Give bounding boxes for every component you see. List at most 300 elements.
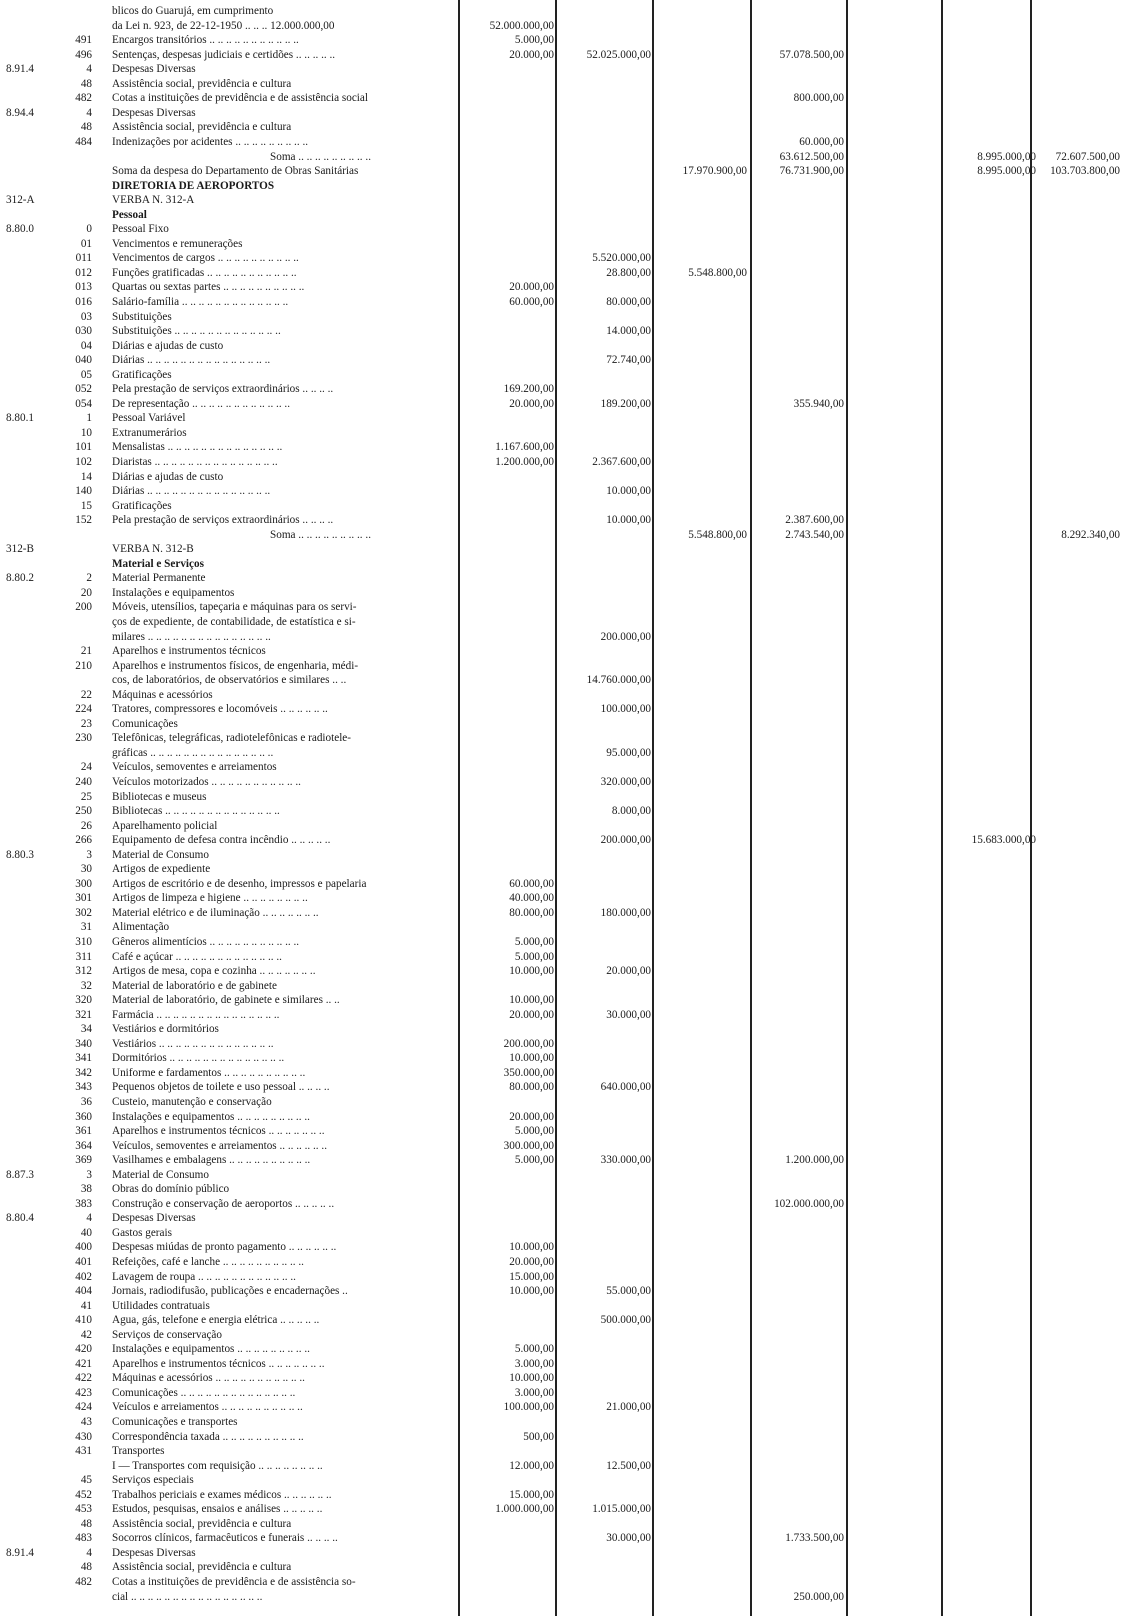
row-amount-c1: 10.000,00 <box>509 1372 554 1385</box>
row-amount-c1: 1.167.600,00 <box>495 441 554 454</box>
row-code: 054 <box>75 397 92 410</box>
row-amount-c1: 300.000,00 <box>503 1139 554 1152</box>
row-description: Diaristas .. .. .. .. .. .. .. .. .. .. .. .. .. .. .. <box>112 456 278 468</box>
ledger-row <box>0 573 1124 584</box>
row-amount-c2: 500.000,00 <box>600 1314 651 1327</box>
ledger-row <box>0 457 1124 468</box>
row-amount-c1: 10.000,00 <box>509 1052 554 1065</box>
ledger-row <box>0 1097 1124 1108</box>
ledger-row <box>0 1446 1124 1457</box>
row-code: 364 <box>75 1139 92 1152</box>
row-code: 15 <box>80 499 92 512</box>
row-description: Instalações e equipamentos .. .. .. .. .. .. .. .. .. <box>112 1344 310 1356</box>
row-amount-c1: 20.000,00 <box>509 1110 554 1123</box>
row-code: 402 <box>75 1270 92 1283</box>
ledger-row <box>0 806 1124 817</box>
row-amount-c1: 15.000,00 <box>509 1488 554 1501</box>
row-description: Artigos de expediente <box>112 864 211 876</box>
row-amount-c2: 1.015.000,00 <box>592 1503 651 1516</box>
ledger-row <box>0 472 1124 483</box>
row-description: cos, de laboratórios, de observatórios e similares .. .. <box>112 675 347 687</box>
row-section: 8.94.4 <box>6 106 34 119</box>
row-code: 32 <box>80 979 92 992</box>
row-amount-c1: 15.000,00 <box>509 1270 554 1283</box>
row-code: 321 <box>75 1008 92 1021</box>
ledger-row <box>0 1533 1124 1544</box>
row-code: 36 <box>80 1095 92 1108</box>
row-code: 240 <box>75 775 92 788</box>
row-amount-c2: 28.800,00 <box>606 266 651 279</box>
row-amount-c4: 102.000.000,00 <box>774 1197 844 1210</box>
row-amount-c2: 52.025.000,00 <box>586 48 651 61</box>
row-description: Artigos de limpeza e higiene .. .. .. .. .. .. .. .. <box>112 893 308 905</box>
row-amount-c2: 10.000,00 <box>606 514 651 527</box>
row-code: 421 <box>75 1357 92 1370</box>
row-amount-c1: 3.000,00 <box>514 1357 554 1370</box>
ledger-row <box>0 1461 1124 1472</box>
row-code: 4 <box>86 106 92 119</box>
row-code: 14 <box>80 470 92 483</box>
row-description: Transportes <box>112 1446 165 1457</box>
row-description: Aparelhos e instrumentos técnicos .. .. .. .. .. .. .. <box>112 1358 325 1370</box>
ledger-row <box>0 952 1124 963</box>
row-code: 016 <box>75 295 92 308</box>
row-code: 43 <box>80 1415 92 1428</box>
row-amount-c2: 100.000,00 <box>600 703 651 716</box>
row-description: Sentenças, despesas judiciais e certidões .. .. .. .. .. <box>112 49 336 61</box>
row-description: Alimentação <box>112 922 170 934</box>
row-amount-c1: 20.000,00 <box>509 1008 554 1021</box>
row-amount-c1: 3.000,00 <box>514 1386 554 1399</box>
ledger-row <box>0 399 1124 410</box>
row-section: 312-B <box>6 543 34 556</box>
row-code: 320 <box>75 994 92 1007</box>
row-code: 38 <box>80 1183 92 1196</box>
row-amount-c3: 5.548.800,00 <box>688 528 747 541</box>
row-code: 342 <box>75 1066 92 1079</box>
ledger-row <box>0 1490 1124 1501</box>
ledger-row <box>0 1213 1124 1224</box>
ledger-row <box>0 210 1124 221</box>
row-code: 482 <box>75 1575 92 1588</box>
row-code: 452 <box>75 1488 92 1501</box>
row-section: 312-A <box>6 194 35 207</box>
row-code: 03 <box>80 310 92 323</box>
ledger-row <box>0 995 1124 1006</box>
row-code: 266 <box>75 834 92 847</box>
ledger-row <box>0 413 1124 424</box>
ledger-row <box>0 1141 1124 1152</box>
ledger-row <box>0 1184 1124 1195</box>
row-section: 8.91.4 <box>6 63 34 76</box>
row-code: 4 <box>86 1546 92 1559</box>
ledger-row <box>0 1359 1124 1370</box>
row-code: 4 <box>86 63 92 76</box>
ledger-row <box>0 937 1124 948</box>
row-amount-c2: 72.740,00 <box>606 354 651 367</box>
row-code: 41 <box>80 1299 92 1312</box>
ledger-row <box>0 850 1124 861</box>
row-amount-c1: 12.000,00 <box>509 1459 554 1472</box>
row-amount-c3: 17.970.900,00 <box>682 165 747 177</box>
row-description: Mensalistas .. .. .. .. .. .. .. .. .. .. .. .. .. .. <box>112 442 283 454</box>
row-amount-c7: 8.292.340,00 <box>1061 528 1120 541</box>
row-description: Salário-família .. .. .. .. .. .. .. .. .. .. .. .. .. <box>112 296 289 308</box>
row-amount-c6: 15.683.000,00 <box>971 834 1036 847</box>
row-description: Material Permanente <box>112 573 206 585</box>
ledger-row <box>0 733 1124 744</box>
row-code: 310 <box>75 935 92 948</box>
row-code: 052 <box>75 383 92 396</box>
row-description: Café e açúcar .. .. .. .. .. .. .. .. .. .. .. .. .. <box>112 951 282 963</box>
row-code: 496 <box>75 48 92 61</box>
row-description: Assistência social, previdência e cultura <box>112 78 292 90</box>
ledger-row <box>0 35 1124 46</box>
ledger-row <box>0 181 1124 192</box>
row-code: 302 <box>75 906 92 919</box>
row-amount-c1: 169.200,00 <box>503 383 554 396</box>
row-description: Veículos, semoventes e arreiamentos .. .. .. .. .. .. <box>112 1140 327 1152</box>
ledger-row <box>0 1242 1124 1253</box>
row-description: Comunicações .. .. .. .. .. .. .. .. .. .. .. .. .. .. <box>112 1387 296 1399</box>
row-code: 21 <box>80 645 92 657</box>
row-amount-c4: 2.743.540,00 <box>785 528 844 541</box>
row-description: Gêneros alimentícios .. .. .. .. .. .. .. .. .. .. .. <box>112 936 300 948</box>
ledger-row <box>0 1504 1124 1515</box>
row-amount-c4: 1.733.500,00 <box>785 1532 844 1545</box>
row-code: 431 <box>75 1445 92 1457</box>
row-description: Material de Consumo <box>112 1169 209 1181</box>
row-amount-c1: 80.000,00 <box>509 906 554 919</box>
ledger-row <box>0 108 1124 119</box>
ledger-row <box>0 646 1124 657</box>
ledger-row <box>0 355 1124 366</box>
row-section: 8.80.0 <box>6 223 34 236</box>
row-code: 301 <box>75 892 92 905</box>
ledger-row <box>0 1330 1124 1341</box>
ledger-row <box>0 1432 1124 1443</box>
ledger-row <box>0 6 1124 17</box>
row-amount-c2: 80.000,00 <box>606 295 651 308</box>
row-amount-c1: 20.000,00 <box>509 397 554 410</box>
row-amount-c2: 14.760.000,00 <box>586 674 651 687</box>
row-code: 200 <box>75 601 92 614</box>
row-description: Pequenos objetos de toilete e uso pessoal .. .. .. .. <box>112 1082 330 1094</box>
row-amount-c4: 57.078.500,00 <box>779 48 844 61</box>
row-amount-c2: 55.000,00 <box>606 1285 651 1297</box>
row-description: Estudos, pesquisas, ensaios e análises .. .. .. .. .. <box>112 1504 323 1516</box>
row-description: Vencimentos de cargos .. .. .. .. .. .. .. .. .. .. <box>112 253 299 265</box>
row-description: Vasilhames e embalagens .. .. .. .. .. .. .. .. .. .. <box>112 1155 311 1167</box>
row-code: 34 <box>80 1023 92 1036</box>
row-description: Serviços especiais <box>112 1475 194 1487</box>
row-code: 20 <box>80 586 92 599</box>
row-description: Bibliotecas e museus <box>112 791 207 803</box>
row-description: cial .. .. .. .. .. .. .. .. .. .. .. .. .. .. .. .. <box>112 1591 263 1603</box>
ledger-row <box>0 93 1124 104</box>
ledger-row <box>0 384 1124 395</box>
ledger-row <box>0 486 1124 497</box>
row-code: 311 <box>75 950 92 963</box>
row-description: Veículos, semoventes e arreiamentos <box>112 762 277 774</box>
row-code: 0 <box>86 223 92 236</box>
row-description: Funções gratificadas .. .. .. .. .. .. .. .. .. .. .. <box>112 267 297 279</box>
row-description: Obras do domínio público <box>112 1184 230 1196</box>
row-code: 340 <box>75 1037 92 1050</box>
ledger-row <box>0 1024 1124 1035</box>
row-code: 140 <box>75 485 92 497</box>
row-section: 8.80.1 <box>6 412 34 425</box>
row-amount-c1: 60.000,00 <box>509 295 554 308</box>
ledger-row <box>0 341 1124 352</box>
row-amount-c4: 800.000,00 <box>793 92 844 105</box>
row-description: Água, gás, telefone e energia elétrica .. .. .. .. .. <box>112 1315 320 1327</box>
row-code: 423 <box>75 1386 92 1399</box>
row-description: Socorros clínicos, farmacêuticos e funerais .. .. .. .. <box>112 1533 338 1545</box>
row-code: 26 <box>80 819 92 832</box>
ledger-row <box>0 152 1124 163</box>
ledger-row <box>0 922 1124 933</box>
row-amount-c2: 5.520.000,00 <box>592 252 651 265</box>
ledger-row <box>0 1402 1124 1413</box>
row-description: Serviços de conservação <box>112 1329 222 1341</box>
row-amount-c1: 5.000,00 <box>514 950 554 963</box>
row-description: Aparelhos e instrumentos técnicos .. .. .. .. .. .. .. <box>112 1126 325 1137</box>
row-description: De representação .. .. .. .. .. .. .. .. .. .. .. .. <box>112 398 291 410</box>
row-amount-c1: 350.000,00 <box>503 1066 554 1079</box>
row-code: 224 <box>75 703 92 716</box>
ledger-row <box>0 661 1124 672</box>
row-code: 012 <box>75 266 92 279</box>
row-description: Substituições .. .. .. .. .. .. .. .. .. .. .. .. .. <box>112 326 281 337</box>
row-code: 4 <box>86 1212 92 1225</box>
row-description: Construção e conservação de aeroportos .. .. .. .. .. <box>112 1198 335 1210</box>
row-description: Veículos e arreiamentos .. .. .. .. .. .. .. .. .. .. <box>112 1402 303 1414</box>
row-code: 404 <box>75 1285 92 1297</box>
row-description: Máquinas e acessórios <box>112 689 213 701</box>
ledger-row <box>0 1228 1124 1239</box>
ledger-row <box>0 617 1124 628</box>
row-description: Encargos transitórios .. .. .. .. .. .. .. .. .. .. .. <box>112 35 299 47</box>
row-amount-c7: 72.607.500,00 <box>1055 150 1120 163</box>
row-amount-c2: 30.000,00 <box>606 1008 651 1021</box>
row-amount-c4: 60.000,00 <box>799 135 844 148</box>
row-description: Material de laboratório e de gabinete <box>112 980 277 992</box>
ledger-row <box>0 1257 1124 1268</box>
row-code: 422 <box>75 1372 92 1385</box>
row-code: 04 <box>80 339 92 352</box>
row-amount-c1: 52.000.000,00 <box>489 19 554 32</box>
row-amount-c1: 5.000,00 <box>514 1125 554 1137</box>
row-description: I — Transportes com requisição .. .. .. .. .. .. .. .. <box>112 1460 323 1472</box>
row-description: Pessoal Fixo <box>112 224 169 236</box>
row-description: Móveis, utensílios, tapeçaria e máquinas para os servi- <box>112 602 357 614</box>
ledger-row <box>0 122 1124 133</box>
ledger-row <box>0 719 1124 730</box>
row-description: Cotas a instituições de previdência e de assistência social <box>112 93 368 105</box>
row-code: 430 <box>75 1430 92 1443</box>
ledger-row <box>0 879 1124 890</box>
ledger-row <box>0 893 1124 904</box>
row-section: 8.87.3 <box>6 1168 34 1181</box>
row-code: 05 <box>80 368 92 381</box>
row-description: Material de laboratório, de gabinete e similares .. .. <box>112 995 340 1007</box>
row-code: 312 <box>75 965 92 977</box>
ledger-row <box>0 326 1124 337</box>
row-code: 424 <box>75 1401 92 1414</box>
row-amount-c4: 1.200.000,00 <box>785 1154 844 1167</box>
ledger-row <box>0 1082 1124 1093</box>
row-description: Assistência social, previdência e cultura <box>112 1562 292 1574</box>
row-description: Telefônicas, telegráficas, radiotelefônicas e radiotele- <box>112 733 351 745</box>
row-code: 011 <box>75 252 92 265</box>
row-description: Substituições <box>112 311 172 323</box>
row-code: 210 <box>75 659 92 672</box>
row-description: Indenizações por acidentes .. .. .. .. .. .. .. .. .. <box>112 136 309 148</box>
row-code: 01 <box>80 237 92 250</box>
ledger-row <box>0 966 1124 977</box>
row-description: Extranumerários <box>112 427 187 439</box>
ledger-row <box>0 559 1124 570</box>
row-code: 300 <box>75 877 92 890</box>
row-amount-c2: 330.000,00 <box>600 1154 651 1167</box>
row-amount-c1: 20.000,00 <box>509 48 554 61</box>
ledger-row <box>0 1417 1124 1428</box>
row-code: 030 <box>75 325 92 337</box>
row-description: Vestiários e dormitórios <box>112 1024 219 1036</box>
row-code: 230 <box>75 732 92 745</box>
ledger-row <box>0 50 1124 61</box>
row-description: Despesas Diversas <box>112 64 196 76</box>
row-amount-c1: 200.000,00 <box>503 1037 554 1050</box>
row-description: Gratificações <box>112 500 172 512</box>
row-amount-c2: 180.000,00 <box>600 906 651 919</box>
ledger-row <box>0 864 1124 875</box>
row-code: 250 <box>75 805 92 817</box>
ledger-row <box>0 908 1124 919</box>
ledger-row <box>0 588 1124 599</box>
row-amount-c4: 2.387.600,00 <box>785 514 844 527</box>
ledger-row <box>0 544 1124 555</box>
ledger-row <box>0 1388 1124 1399</box>
row-code: 483 <box>75 1532 92 1545</box>
row-description: Aparelhos e instrumentos técnicos <box>112 646 266 657</box>
row-description: da Lei n. 923, de 22-12-1950 .. .. .. 12.000.000,00 <box>112 20 335 32</box>
row-description: Refeições, café e lanche .. .. .. .. .. .. .. .. .. .. <box>112 1256 304 1268</box>
row-description: Soma .. .. .. .. .. .. .. .. .. <box>270 529 371 541</box>
row-description: Pessoal Variável <box>112 413 186 425</box>
ledger-row <box>0 64 1124 75</box>
ledger-row <box>0 224 1124 235</box>
row-description: Máquinas e acessórios .. .. .. .. .. .. .. .. .. .. .. <box>112 1373 305 1385</box>
row-code: 40 <box>80 1226 92 1239</box>
row-code: 491 <box>75 34 92 47</box>
row-code: 25 <box>80 790 92 803</box>
row-amount-c4: 355.940,00 <box>793 397 844 410</box>
ledger-row <box>0 762 1124 773</box>
row-description: Vestiários .. .. .. .. .. .. .. .. .. .. .. .. .. .. <box>112 1038 274 1050</box>
row-code: 400 <box>75 1241 92 1254</box>
row-description: Correspondência taxada .. .. .. .. .. .. .. .. .. .. <box>112 1431 304 1443</box>
ledger-row <box>0 1199 1124 1210</box>
row-code: 24 <box>80 761 92 774</box>
row-amount-c2: 200.000,00 <box>600 834 651 847</box>
ledger-row <box>0 1155 1124 1166</box>
row-description: Dormitórios .. .. .. .. .. .. .. .. .. .. .. .. .. .. <box>112 1053 285 1065</box>
ledger-row <box>0 675 1124 686</box>
row-amount-c2: 21.000,00 <box>606 1401 651 1414</box>
row-amount-c1: 500,00 <box>523 1430 554 1443</box>
row-description: Uniforme e fardamentos .. .. .. .. .. .. .. .. .. .. <box>112 1067 306 1079</box>
ledger-row <box>0 501 1124 512</box>
ledger-row <box>0 1039 1124 1050</box>
row-description: Veículos motorizados .. .. .. .. .. .. .. .. .. .. .. <box>112 776 301 788</box>
ledger-row <box>0 632 1124 643</box>
row-description: Vencimentos e remunerações <box>112 238 243 250</box>
ledger-row <box>0 690 1124 701</box>
row-description: Farmácia .. .. .. .. .. .. .. .. .. .. .. .. .. .. .. <box>112 1009 280 1021</box>
row-description: VERBA N. 312-A <box>112 195 195 207</box>
row-amount-c4: 250.000,00 <box>793 1590 844 1603</box>
row-amount-c1: 5.000,00 <box>514 1343 554 1356</box>
ledger-row <box>0 704 1124 715</box>
ledger-row <box>0 1548 1124 1559</box>
row-code: 1 <box>86 412 92 425</box>
row-amount-c2: 14.000,00 <box>606 325 651 337</box>
row-description: Aparelhamento policial <box>112 820 218 832</box>
row-amount-c2: 95.000,00 <box>606 746 651 759</box>
row-amount-c6: 8.995.000,00 <box>977 165 1036 177</box>
row-section: 8.80.2 <box>6 572 34 585</box>
row-description: Assistência social, previdência e cultura <box>112 122 292 134</box>
row-code: 48 <box>80 1561 92 1574</box>
row-code: 3 <box>86 1168 92 1181</box>
row-description: Soma da despesa do Departamento de Obras Sanitárias <box>112 166 359 177</box>
row-code: 360 <box>75 1110 92 1123</box>
row-description: Jornais, radiodifusão, publicações e encadernações .. <box>112 1286 348 1297</box>
ledger-row <box>0 21 1124 32</box>
ledger-row <box>0 239 1124 250</box>
ledger-row <box>0 602 1124 613</box>
row-description: gráficas .. .. .. .. .. .. .. .. .. .. .. .. .. .. .. <box>112 747 274 759</box>
row-description: Artigos de mesa, copa e cozinha .. .. .. .. .. .. .. <box>112 966 316 977</box>
row-code: 369 <box>75 1154 92 1167</box>
ledger-row <box>0 1170 1124 1181</box>
row-code: 31 <box>80 921 92 934</box>
ledger-row <box>0 515 1124 526</box>
row-description: Trabalhos periciais e exames médicos .. .. .. .. .. .. <box>112 1489 332 1501</box>
row-description: Material e Serviços <box>112 558 204 570</box>
ledger-row <box>0 79 1124 90</box>
row-description: Diárias e ajudas de custo <box>112 471 224 483</box>
row-description: Artigos de escritório e de desenho, impressos e papelaria <box>112 878 367 890</box>
row-description: Quartas ou sextas partes .. .. .. .. .. .. .. .. .. .. <box>112 282 305 294</box>
row-amount-c1: 20.000,00 <box>509 1255 554 1268</box>
row-description: Despesas Diversas <box>112 1213 196 1225</box>
row-code: 23 <box>80 717 92 730</box>
row-description: ços de expediente, de contabilidade, de estatística e si- <box>112 616 356 628</box>
ledger-row <box>0 1344 1124 1355</box>
row-amount-c4: 63.612.500,00 <box>779 150 844 163</box>
ledger-row <box>0 1475 1124 1486</box>
row-description: Gastos gerais <box>112 1227 172 1239</box>
row-amount-c2: 20.000,00 <box>606 965 651 977</box>
row-description: Instalações e equipamentos .. .. .. .. .. .. .. .. .. <box>112 1111 310 1123</box>
row-amount-c1: 60.000,00 <box>509 877 554 890</box>
ledger-row <box>0 1053 1124 1064</box>
ledger-row <box>0 1315 1124 1326</box>
row-description: Diárias .. .. .. .. .. .. .. .. .. .. .. .. .. .. .. <box>112 486 271 497</box>
